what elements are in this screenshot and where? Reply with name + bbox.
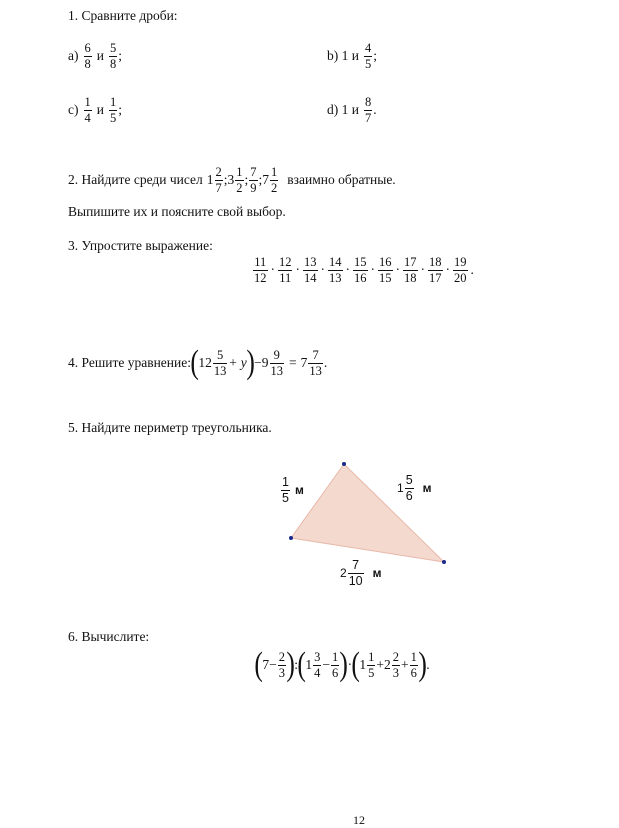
- denominator: 7: [364, 110, 372, 125]
- dot-sign: ·: [370, 262, 375, 277]
- task2-prefix: 2. Найдите среди чисел: [68, 172, 203, 187]
- plus-sign: +: [376, 657, 385, 672]
- fraction: [348, 559, 364, 587]
- fraction: [410, 651, 418, 679]
- denominator: 5: [368, 665, 375, 680]
- right-paren: ): [286, 646, 295, 683]
- whole: 1: [206, 172, 214, 187]
- item-label: b) 1 и: [327, 48, 359, 63]
- denominator: 3: [278, 665, 285, 680]
- denominator: 13: [329, 270, 342, 285]
- side-label-right: [397, 474, 432, 502]
- denominator: 11: [279, 270, 292, 285]
- numerator: 16: [379, 255, 392, 269]
- numerator: 1: [109, 95, 117, 109]
- numerator: 1: [236, 165, 243, 179]
- denominator: 6: [405, 488, 413, 503]
- denominator: 2: [236, 180, 243, 195]
- dot-sign: ·: [320, 262, 325, 277]
- minus-sign: −: [254, 355, 262, 370]
- denominator: 5: [364, 56, 372, 71]
- denominator: 18: [404, 270, 417, 285]
- numerator: 17: [404, 255, 417, 269]
- numerator: 4: [364, 41, 372, 55]
- left-paren: (: [297, 646, 306, 683]
- numerator: 1: [332, 650, 339, 664]
- numerator: 1: [271, 165, 278, 179]
- conjunction: и: [96, 48, 104, 63]
- punctuation: .: [323, 355, 328, 370]
- fraction: [281, 476, 290, 504]
- fraction: [331, 651, 339, 679]
- denominator: 10: [348, 573, 363, 588]
- task6-title: 6. Вычислите:: [68, 629, 150, 644]
- whole: 1: [397, 481, 404, 495]
- task2-suffix: взаимно обратные.: [287, 172, 396, 187]
- whole: 1: [359, 657, 367, 672]
- denominator: 3: [392, 665, 400, 680]
- number: 7: [262, 657, 270, 672]
- denominator: 12: [254, 270, 267, 285]
- whole: 2: [340, 566, 347, 580]
- numerator: 6: [84, 41, 91, 55]
- fraction: [392, 651, 400, 679]
- whole: 7: [300, 355, 308, 370]
- whole: 9: [261, 355, 269, 370]
- numerator: 11: [254, 255, 267, 269]
- numerator: 1: [368, 650, 375, 664]
- fraction: [367, 651, 375, 679]
- dot-sign: ·: [295, 262, 300, 277]
- whole: 3: [227, 172, 235, 187]
- vertex-top: [342, 462, 346, 466]
- denominator: 9: [250, 180, 257, 195]
- item-label: d) 1 и: [327, 102, 359, 117]
- dot-sign: ·: [445, 262, 450, 277]
- whole: 7: [262, 172, 270, 187]
- equals-sign: =: [289, 355, 297, 370]
- item-label: c): [68, 102, 79, 117]
- punctuation: .: [426, 657, 430, 672]
- separator: ;: [258, 172, 263, 187]
- vertex-left: [289, 536, 293, 540]
- numerator: 15: [354, 255, 367, 269]
- denominator: 13: [213, 363, 227, 378]
- numerator: 5: [405, 473, 413, 487]
- task2-line2: Выпишите их и поясните свой выбор.: [68, 204, 286, 219]
- numerator: 7: [352, 558, 360, 572]
- denominator: 8: [109, 56, 117, 71]
- denominator: 7: [215, 180, 222, 195]
- numerator: 12: [279, 255, 292, 269]
- whole: 12: [198, 355, 212, 370]
- numerator: 1: [410, 650, 417, 664]
- denominator: 17: [429, 270, 442, 285]
- separator: ;: [223, 172, 228, 187]
- unit: м: [294, 483, 304, 497]
- whole: 1: [305, 657, 313, 672]
- right-paren: ): [246, 344, 255, 381]
- unit: м: [372, 566, 382, 580]
- side-label-left: [280, 476, 304, 504]
- denominator: 14: [304, 270, 317, 285]
- fraction: [313, 651, 321, 679]
- vertex-right: [442, 560, 446, 564]
- dot-sign: ·: [347, 657, 353, 672]
- plus-sign: +: [401, 657, 409, 672]
- mixed-number: [359, 651, 376, 679]
- task1-title: 1. Сравните дроби:: [68, 8, 178, 23]
- denominator: 13: [270, 363, 283, 378]
- colon-sign: :: [294, 657, 299, 672]
- task5-title: 5. Найдите периметр треугольника.: [68, 420, 272, 435]
- conjunction: и: [96, 102, 104, 117]
- page-number: 12: [353, 813, 365, 827]
- denominator: 4: [314, 665, 321, 680]
- numerator: 5: [109, 41, 117, 55]
- numerator: 2: [215, 165, 222, 179]
- mixed-number: [384, 651, 401, 679]
- numerator: 13: [304, 255, 317, 269]
- left-paren: (: [190, 344, 199, 381]
- side-label-bottom: [340, 559, 381, 587]
- dot-sign: ·: [395, 262, 400, 277]
- mixed-number: [305, 651, 322, 679]
- dot-sign: ·: [420, 262, 425, 277]
- numerator: 14: [329, 255, 342, 269]
- denominator: 4: [84, 110, 91, 125]
- denominator: 15: [379, 270, 392, 285]
- denominator: 16: [354, 270, 367, 285]
- punctuation: ;: [118, 102, 122, 117]
- numerator: 2: [392, 650, 400, 664]
- numerator: 1: [282, 475, 289, 489]
- punctuation: .: [373, 102, 377, 117]
- plus-y: + y: [228, 355, 247, 370]
- numerator: 19: [454, 255, 467, 269]
- numerator: 18: [429, 255, 442, 269]
- fraction: [278, 651, 286, 679]
- right-paren: ): [418, 646, 427, 683]
- punctuation: ;: [118, 48, 122, 63]
- denominator: 5: [109, 110, 117, 125]
- punctuation: ;: [373, 48, 377, 63]
- left-paren: (: [351, 646, 360, 683]
- item-label: a): [68, 48, 79, 63]
- right-paren: ): [339, 646, 349, 683]
- numerator: 2: [278, 650, 285, 664]
- unit: м: [422, 481, 432, 495]
- numerator: 8: [364, 95, 372, 109]
- dot-sign: ·: [345, 262, 350, 277]
- numerator: 7: [312, 348, 319, 362]
- left-paren: (: [254, 646, 263, 683]
- numerator: 7: [250, 165, 257, 179]
- numerator: 1: [84, 95, 91, 109]
- minus-sign: −: [269, 657, 277, 672]
- fraction: [405, 474, 414, 502]
- punctuation: .: [470, 262, 474, 277]
- denominator: 6: [410, 665, 417, 680]
- separator: ;: [244, 172, 249, 187]
- task6-expression: [255, 648, 430, 682]
- denominator: 20: [454, 270, 467, 285]
- denominator: 5: [282, 490, 289, 505]
- minus-sign: −: [322, 657, 330, 672]
- dot-sign: ·: [270, 262, 275, 277]
- numerator: 9: [273, 348, 280, 362]
- task3-title: 3. Упростите выражение:: [68, 238, 213, 253]
- denominator: 13: [309, 363, 322, 378]
- numerator: 5: [216, 348, 224, 362]
- task4-prefix: 4. Решите уравнение:: [68, 355, 191, 370]
- whole: 2: [384, 657, 391, 672]
- denominator: 8: [84, 56, 91, 71]
- denominator: 2: [271, 180, 278, 195]
- denominator: 6: [332, 665, 339, 680]
- numerator: 3: [314, 650, 321, 664]
